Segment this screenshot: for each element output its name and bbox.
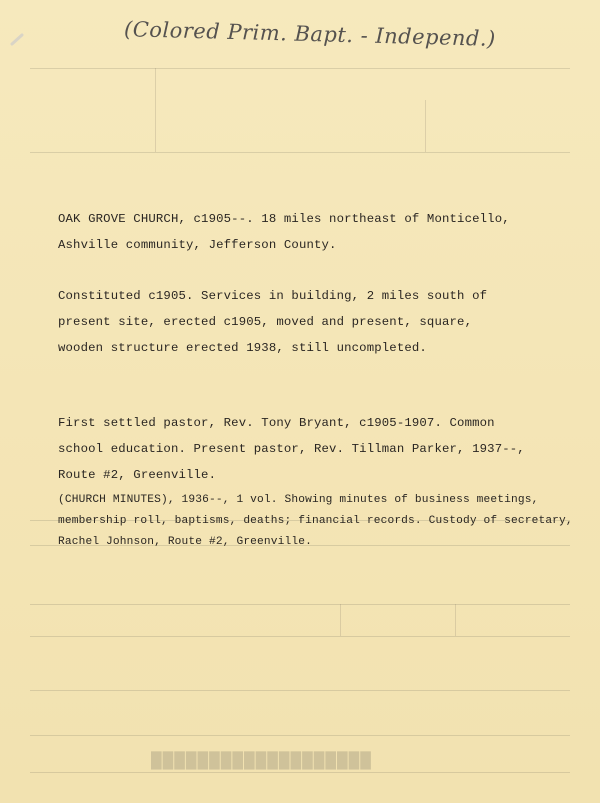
- heading-line-1: OAK GROVE CHURCH, c1905--. 18 miles northeast of Monticello,: [58, 212, 510, 226]
- handwritten-annotation: (Colored Prim. Bapt. - Independ.): [123, 17, 497, 51]
- church-heading: [58, 206, 510, 258]
- pastor-line-3: Route #2, Greenville.: [58, 468, 217, 482]
- history-line-3: wooden structure erected 1938, still uncompleted.: [58, 341, 427, 355]
- records-line-2: membership roll, baptisms, deaths; financial records. Custody of secretary,: [58, 515, 573, 527]
- heading-line-2: Ashville community, Jefferson County.: [58, 238, 337, 252]
- history-line-1: Constituted c1905. Services in building, 2 miles south of: [58, 289, 488, 303]
- pastor-line-2: school education. Present pastor, Rev. Tillman Parker, 1937--,: [58, 442, 525, 456]
- document-page: (Colored Prim. Bapt. - Independ.) ███████████████████ OAK GROVE CHURCH, c1905--. 18 miles northeast of Monticello, Ashville community, Jefferson County. Constituted c1905. Services in building, 2 miles south of present site, erected c1905, moved and present, square, wooden structure erected 1938, still uncompleted. First settled pastor, Rev. Tony Bryant, c1905-1907. Common school education. Present pastor, Rev. Tillman Parker, 1937--, Route #2, Greenville. (CHURCH MINUTES), 1936--, 1 vol. Showing minutes of business meetings, membership roll, baptisms, deaths; financial records. Custody of secretary, Rachel Johnson, Route #2, Greenville.: [0, 0, 600, 803]
- history-line-2: present site, erected c1905, moved and present, square,: [58, 315, 473, 329]
- church-history: [58, 283, 487, 361]
- records-info: [58, 490, 573, 553]
- records-line-1: (CHURCH MINUTES), 1936--, 1 vol. Showing minutes of business meetings,: [58, 494, 539, 506]
- pencil-mark-icon: [10, 32, 24, 46]
- records-line-3: Rachel Johnson, Route #2, Greenville.: [58, 536, 312, 548]
- pastor-line-1: First settled pastor, Rev. Tony Bryant, c1905-1907. Common: [58, 416, 495, 430]
- pastor-info: [58, 410, 525, 488]
